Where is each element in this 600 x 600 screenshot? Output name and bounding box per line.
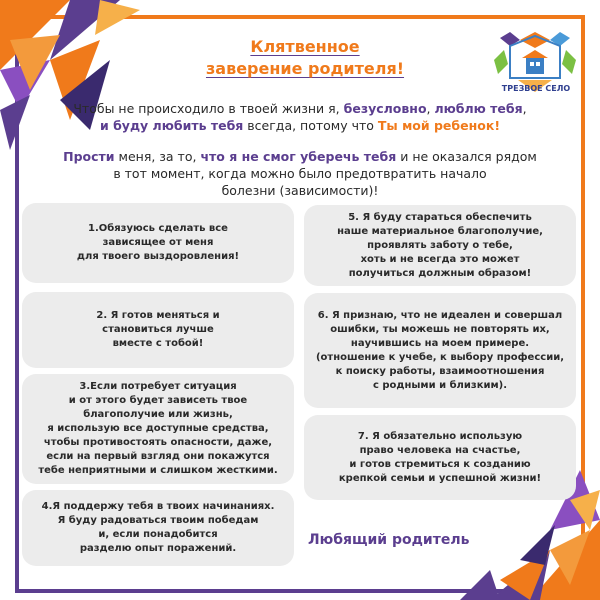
card-text-line: научившись на моем примере. [350, 337, 530, 349]
card-text-line: право человека на счастье, [359, 444, 521, 456]
card-text-line: 5. Я буду стараться обеспечить [348, 211, 532, 223]
card-text-line: проявлять заботу о тебе, [367, 239, 513, 251]
intro-emphasis: Прости [63, 149, 115, 164]
card-text-line: (отношение к учебе, к выбору профессии, [315, 351, 565, 363]
intro-text: , [426, 101, 435, 116]
card-text-line: Я буду радоваться твоим победам [57, 515, 259, 526]
card-text-line: крепкой семьи и успешной жизни! [338, 472, 542, 484]
card-text-line: 6. Я признаю, что не идеален и совершал [317, 309, 563, 321]
card-text-line: для твоего выздоровления! [76, 251, 240, 262]
card-text-line: получиться должным образом! [348, 267, 532, 279]
pledge-card-7 [304, 415, 576, 500]
card-text-line: и, если понадобится [98, 529, 218, 540]
card-text-line: 2. Я готов меняться и [96, 310, 220, 321]
card-text-line: благополучие или жизнь, [83, 409, 233, 420]
card-text-line: 3.Если потребует ситуация [79, 381, 237, 392]
card-text-line: разделю опыт поражений. [79, 543, 237, 554]
intro-text: всегда, потому что [243, 118, 378, 133]
pledge-card-6 [304, 293, 576, 408]
card-text-line: если на первый взгляд они покажутся [46, 451, 270, 462]
card-text-line: наше материальное благополучие, [337, 225, 543, 237]
intro-text: , [522, 101, 527, 116]
intro-highlight: Ты мой ребенок! [377, 118, 501, 133]
pledge-card-5 [304, 205, 576, 286]
card-text-line: и от этого будет зависеть твое [68, 395, 248, 406]
card-text-line: чтобы противостоять опасности, даже, [43, 437, 273, 448]
intro-paragraph-2 [40, 148, 560, 199]
logo-label: ТРЕЗВОЕ СЕЛО [501, 84, 571, 93]
card-text-line: зависящее от меня [102, 237, 214, 248]
pledge-card-1 [22, 203, 294, 283]
card-text-line: с родными и близким). [372, 379, 508, 391]
intro-emphasis: что я не смог уберечь тебя [200, 149, 397, 164]
intro-emphasis: люблю тебя [434, 101, 523, 116]
card-text-line: становиться лучше [102, 324, 214, 335]
title-line-2: заверение родителя! [205, 59, 405, 78]
card-text-line: ошибки, ты можешь не повторять их, [330, 323, 550, 335]
intro-paragraph-1 [40, 100, 560, 134]
card-text-line: к поиску работы, взаимоотношения [335, 365, 545, 377]
pledge-card-3 [22, 374, 294, 484]
pledge-card-2 [22, 292, 294, 368]
title-line-1: Клятвенное [250, 37, 360, 56]
intro-emphasis: безусловно [343, 101, 427, 116]
intro-text: меня, за то, [114, 149, 201, 164]
pledge-card-4 [22, 490, 294, 566]
card-text-line: 4.Я поддержу тебя в твоих начинаниях. [41, 501, 275, 512]
intro-text: Чтобы не происходило в твоей жизни я, [73, 101, 344, 116]
card-text-line: вместе с тобой! [112, 338, 204, 349]
card-text-line: и готов стремиться к созданию [349, 458, 531, 470]
page-title [200, 36, 410, 80]
intro-text: в тот момент, когда можно было предотвратить начало [113, 166, 487, 181]
intro-text: и не оказался рядом [396, 149, 537, 164]
intro-emphasis: и буду любить тебя [99, 118, 244, 133]
card-text-line: 1.Обязуюсь сделать все [88, 223, 228, 234]
signature: Любящий родитель [308, 532, 470, 548]
card-text-line: 7. Я обязательно использую [357, 430, 523, 442]
intro-text: болезни (зависимости)! [221, 183, 379, 198]
card-text-line: хоть и не всегда это может [360, 253, 520, 265]
card-text-line: тебе неприятными и слишком жесткими. [38, 465, 278, 476]
card-text-line: я использую все доступные средства, [47, 423, 269, 434]
